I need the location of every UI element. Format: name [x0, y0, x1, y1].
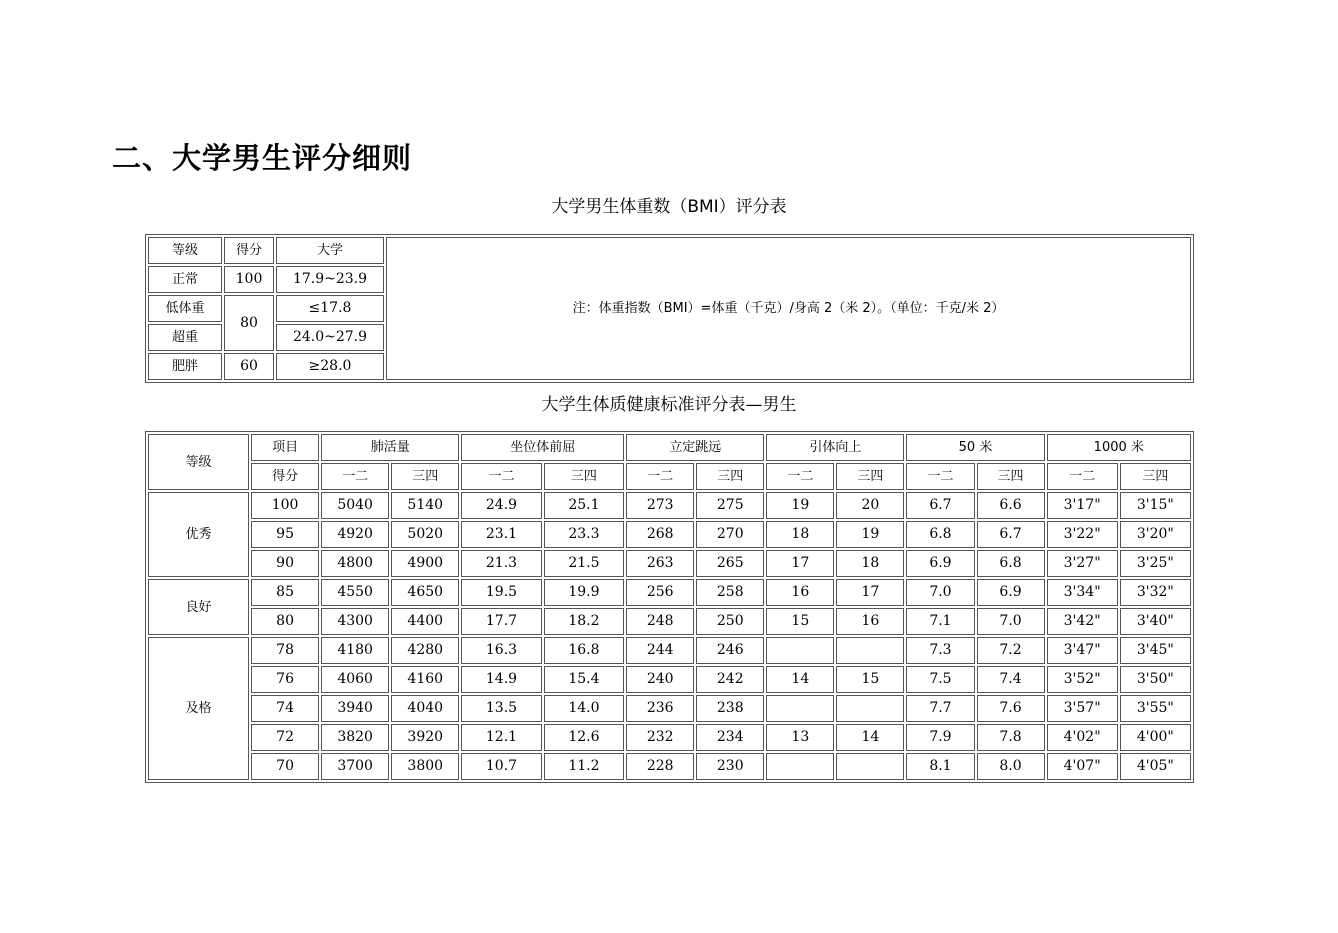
value-cell: 4920	[321, 521, 389, 548]
value-cell: 6.6	[977, 492, 1045, 519]
value-cell: 4650	[391, 579, 459, 606]
score-cell: 80	[251, 608, 319, 635]
value-cell: 7.0	[906, 579, 974, 606]
value-cell: 4'02"	[1047, 724, 1118, 751]
value-cell: 12.1	[461, 724, 541, 751]
standard-header-item: 项目	[251, 434, 319, 461]
value-cell: 17	[766, 550, 834, 577]
value-cell: 3'57"	[1047, 695, 1118, 722]
value-cell: 4280	[391, 637, 459, 664]
value-cell: 16	[766, 579, 834, 606]
value-cell: 256	[626, 579, 694, 606]
bmi-score-cell: 100	[224, 266, 274, 293]
value-cell: 8.0	[977, 753, 1045, 780]
value-cell: 240	[626, 666, 694, 693]
value-cell: 3'47"	[1047, 637, 1118, 664]
value-cell: 4300	[321, 608, 389, 635]
value-cell: 4'00"	[1120, 724, 1191, 751]
value-cell: 6.8	[906, 521, 974, 548]
grade-year-1-2-header: 一二	[626, 463, 694, 490]
value-cell: 20	[836, 492, 904, 519]
grade-year-1-2-header: 一二	[461, 463, 541, 490]
grade-group-label: 及格	[148, 637, 249, 780]
value-cell: 4040	[391, 695, 459, 722]
value-cell: 11.2	[544, 753, 624, 780]
grade-year-3-4-header: 三四	[977, 463, 1045, 490]
value-cell: 16	[836, 608, 904, 635]
value-cell: 5020	[391, 521, 459, 548]
grade-year-3-4-header: 三四	[391, 463, 459, 490]
bmi-header-grade: 等级	[148, 237, 222, 264]
value-cell: 3'25"	[1120, 550, 1191, 577]
value-cell: 3700	[321, 753, 389, 780]
value-cell: 236	[626, 695, 694, 722]
table-row	[148, 608, 1191, 635]
value-cell: 8.1	[906, 753, 974, 780]
value-cell: 23.1	[461, 521, 541, 548]
score-cell: 74	[251, 695, 319, 722]
value-cell: 3'50"	[1120, 666, 1191, 693]
standard-item-header: 1000 米	[1047, 434, 1191, 461]
table-row	[148, 666, 1191, 693]
bmi-grade-cell: 低体重	[148, 295, 222, 322]
value-cell: 3'32"	[1120, 579, 1191, 606]
value-cell: 21.5	[544, 550, 624, 577]
standard-header-row-subs	[148, 463, 1191, 490]
value-cell: 3'55"	[1120, 695, 1191, 722]
value-cell: 4'05"	[1120, 753, 1191, 780]
value-cell: 250	[696, 608, 764, 635]
table-row	[148, 579, 1191, 606]
value-cell: 13	[766, 724, 834, 751]
value-cell: 228	[626, 753, 694, 780]
bmi-grade-cell: 超重	[148, 324, 222, 351]
value-cell: 7.5	[906, 666, 974, 693]
value-cell: 19	[836, 521, 904, 548]
value-cell: 3'17"	[1047, 492, 1118, 519]
value-cell	[836, 753, 904, 780]
standard-item-header: 立定跳远	[626, 434, 764, 461]
score-cell: 95	[251, 521, 319, 548]
value-cell: 7.3	[906, 637, 974, 664]
value-cell	[766, 695, 834, 722]
value-cell: 3'27"	[1047, 550, 1118, 577]
table-row	[148, 724, 1191, 751]
value-cell: 21.3	[461, 550, 541, 577]
standard-item-header: 引体向上	[766, 434, 904, 461]
value-cell: 4400	[391, 608, 459, 635]
bmi-header-university: 大学	[276, 237, 384, 264]
grade-year-1-2-header: 一二	[906, 463, 974, 490]
value-cell: 4800	[321, 550, 389, 577]
bmi-range-cell: 24.0~27.9	[276, 324, 384, 351]
value-cell: 4180	[321, 637, 389, 664]
grade-group-label: 优秀	[148, 492, 249, 577]
grade-year-1-2-header: 一二	[321, 463, 389, 490]
table-row	[148, 521, 1191, 548]
grade-year-3-4-header: 三四	[696, 463, 764, 490]
value-cell: 6.7	[977, 521, 1045, 548]
score-cell: 76	[251, 666, 319, 693]
value-cell: 7.7	[906, 695, 974, 722]
standard-table-caption: 大学生体质健康标准评分表—男生	[541, 395, 797, 415]
value-cell: 7.9	[906, 724, 974, 751]
score-cell: 100	[251, 492, 319, 519]
value-cell: 17.7	[461, 608, 541, 635]
value-cell: 7.8	[977, 724, 1045, 751]
value-cell: 3'20"	[1120, 521, 1191, 548]
value-cell: 4160	[391, 666, 459, 693]
value-cell: 14.0	[544, 695, 624, 722]
value-cell: 3920	[391, 724, 459, 751]
value-cell: 238	[696, 695, 764, 722]
value-cell: 3'52"	[1047, 666, 1118, 693]
value-cell: 7.0	[977, 608, 1045, 635]
value-cell: 19.9	[544, 579, 624, 606]
value-cell: 10.7	[461, 753, 541, 780]
score-cell: 72	[251, 724, 319, 751]
standard-header-score: 得分	[251, 463, 319, 490]
value-cell: 15	[836, 666, 904, 693]
value-cell: 16.8	[544, 637, 624, 664]
value-cell: 265	[696, 550, 764, 577]
bmi-table-caption: 大学男生体重数（BMI）评分表	[551, 197, 787, 217]
standard-header-grade: 等级	[148, 434, 249, 490]
grade-year-1-2-header: 一二	[766, 463, 834, 490]
value-cell: 3'45"	[1120, 637, 1191, 664]
value-cell: 14	[766, 666, 834, 693]
value-cell: 4900	[391, 550, 459, 577]
value-cell	[836, 695, 904, 722]
bmi-grade-cell: 肥胖	[148, 353, 222, 380]
value-cell	[766, 753, 834, 780]
grade-year-3-4-header: 三四	[836, 463, 904, 490]
value-cell: 7.2	[977, 637, 1045, 664]
value-cell: 3'42"	[1047, 608, 1118, 635]
value-cell: 234	[696, 724, 764, 751]
value-cell: 244	[626, 637, 694, 664]
value-cell: 7.1	[906, 608, 974, 635]
table-row	[148, 550, 1191, 577]
bmi-grade-cell: 正常	[148, 266, 222, 293]
bmi-header-row	[148, 237, 1191, 264]
grade-year-3-4-header: 三四	[544, 463, 624, 490]
value-cell: 18.2	[544, 608, 624, 635]
value-cell: 263	[626, 550, 694, 577]
value-cell: 246	[696, 637, 764, 664]
value-cell: 25.1	[544, 492, 624, 519]
value-cell: 19.5	[461, 579, 541, 606]
standard-header-row-items	[148, 434, 1191, 461]
value-cell: 4060	[321, 666, 389, 693]
table-row	[148, 695, 1191, 722]
value-cell: 16.3	[461, 637, 541, 664]
value-cell: 7.4	[977, 666, 1045, 693]
fitness-standard-table	[145, 431, 1194, 783]
value-cell: 3940	[321, 695, 389, 722]
value-cell: 3'15"	[1120, 492, 1191, 519]
value-cell: 18	[836, 550, 904, 577]
value-cell: 23.3	[544, 521, 624, 548]
value-cell: 13.5	[461, 695, 541, 722]
table-row	[148, 637, 1191, 664]
value-cell: 12.6	[544, 724, 624, 751]
value-cell: 19	[766, 492, 834, 519]
page-heading: 二、大学男生评分细则	[112, 141, 413, 175]
bmi-note: 注：体重指数（BMI）=体重（千克）/身高 2（米 2）。（单位：千克/米 2）	[386, 237, 1191, 380]
grade-year-3-4-header: 三四	[1120, 463, 1191, 490]
value-cell: 3800	[391, 753, 459, 780]
value-cell: 6.8	[977, 550, 1045, 577]
value-cell: 6.9	[906, 550, 974, 577]
bmi-header-score: 得分	[224, 237, 274, 264]
value-cell: 6.7	[906, 492, 974, 519]
bmi-range-cell: ≥28.0	[276, 353, 384, 380]
value-cell	[836, 637, 904, 664]
value-cell: 3'22"	[1047, 521, 1118, 548]
value-cell: 273	[626, 492, 694, 519]
value-cell: 248	[626, 608, 694, 635]
value-cell: 6.9	[977, 579, 1045, 606]
value-cell: 18	[766, 521, 834, 548]
value-cell: 268	[626, 521, 694, 548]
value-cell: 3'34"	[1047, 579, 1118, 606]
bmi-range-cell: 17.9~23.9	[276, 266, 384, 293]
score-cell: 85	[251, 579, 319, 606]
value-cell: 14	[836, 724, 904, 751]
table-row	[148, 492, 1191, 519]
table-row	[148, 753, 1191, 780]
value-cell: 3820	[321, 724, 389, 751]
standard-item-header: 肺活量	[321, 434, 459, 461]
bmi-score-cell: 60	[224, 353, 274, 380]
value-cell: 232	[626, 724, 694, 751]
value-cell	[766, 637, 834, 664]
value-cell: 275	[696, 492, 764, 519]
score-cell: 90	[251, 550, 319, 577]
grade-group-label: 良好	[148, 579, 249, 635]
bmi-range-cell: ≤17.8	[276, 295, 384, 322]
value-cell: 4'07"	[1047, 753, 1118, 780]
standard-item-header: 50 米	[906, 434, 1044, 461]
value-cell: 5140	[391, 492, 459, 519]
value-cell: 270	[696, 521, 764, 548]
value-cell: 4550	[321, 579, 389, 606]
score-cell: 70	[251, 753, 319, 780]
value-cell: 17	[836, 579, 904, 606]
value-cell: 15.4	[544, 666, 624, 693]
value-cell: 258	[696, 579, 764, 606]
value-cell: 242	[696, 666, 764, 693]
standard-item-header: 坐位体前屈	[461, 434, 624, 461]
grade-year-1-2-header: 一二	[1047, 463, 1118, 490]
value-cell: 15	[766, 608, 834, 635]
bmi-score-cell: 80	[224, 295, 274, 351]
value-cell: 24.9	[461, 492, 541, 519]
bmi-score-table	[145, 234, 1194, 383]
value-cell: 14.9	[461, 666, 541, 693]
value-cell: 7.6	[977, 695, 1045, 722]
value-cell: 5040	[321, 492, 389, 519]
score-cell: 78	[251, 637, 319, 664]
value-cell: 230	[696, 753, 764, 780]
value-cell: 3'40"	[1120, 608, 1191, 635]
